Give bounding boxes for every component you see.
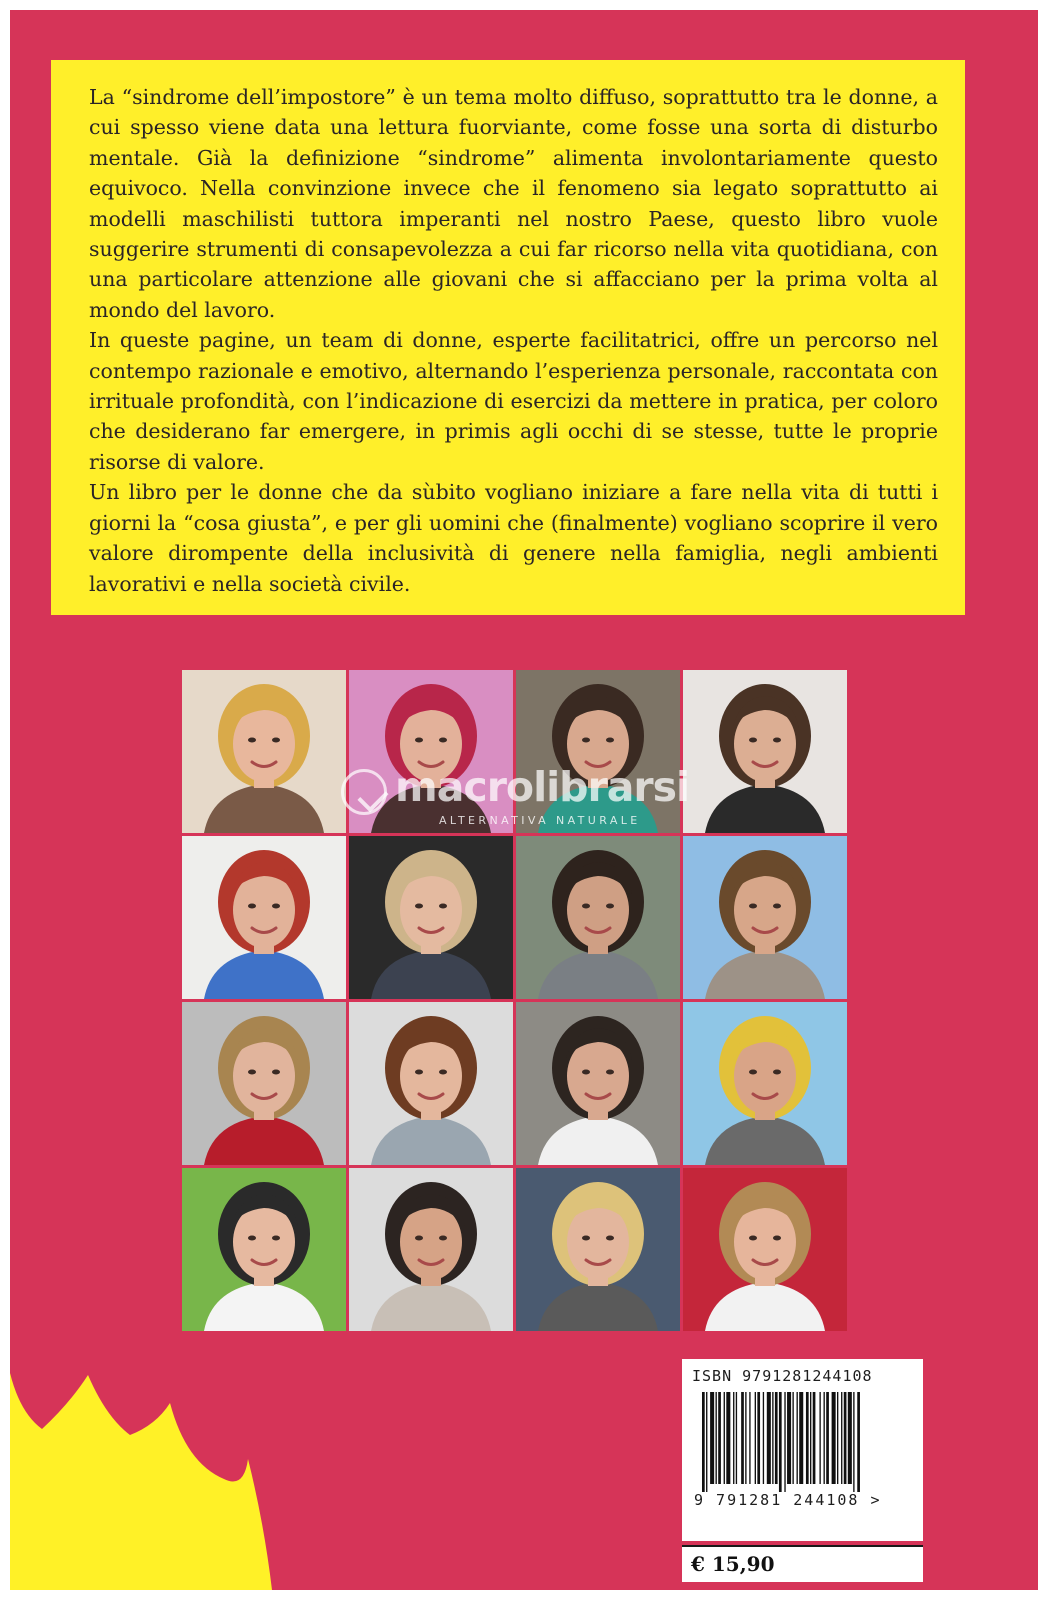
portrait-illustration <box>516 1002 680 1165</box>
author-photo <box>516 670 680 833</box>
barcode-bar <box>813 1392 816 1484</box>
portrait-illustration <box>349 1002 513 1165</box>
author-photo <box>683 836 847 999</box>
portrait-eye <box>606 904 614 909</box>
barcode-bar <box>763 1392 764 1484</box>
barcode-bar <box>757 1392 760 1484</box>
portrait-eye <box>272 904 280 909</box>
barcode-bar <box>853 1392 854 1492</box>
author-photo <box>516 1168 680 1331</box>
portrait-face <box>567 1204 629 1280</box>
portrait-eye <box>439 1236 447 1241</box>
barcode-bar <box>832 1392 836 1484</box>
barcode-bar <box>702 1392 705 1492</box>
barcode-bar <box>718 1392 721 1484</box>
barcode-bar <box>844 1392 847 1484</box>
portrait-illustration <box>349 670 513 833</box>
barcode-bar <box>736 1392 737 1484</box>
portrait-face <box>734 1204 796 1280</box>
blurb-box <box>51 60 965 615</box>
portrait-face <box>400 872 462 948</box>
portrait-illustration <box>516 1168 680 1331</box>
portrait-face <box>734 706 796 782</box>
author-photo <box>182 670 346 833</box>
price-tag <box>682 1545 923 1582</box>
barcode-bar <box>745 1392 746 1484</box>
author-photo-grid <box>182 670 851 1334</box>
barcode-bar <box>799 1392 803 1484</box>
portrait-illustration <box>683 836 847 999</box>
price-value: € 15,90 <box>691 1552 775 1576</box>
author-photo <box>349 836 513 999</box>
barcode-bar <box>733 1392 734 1484</box>
barcode-bar <box>779 1392 782 1492</box>
portrait-eye <box>439 738 447 743</box>
barcode-bar <box>749 1392 750 1484</box>
portrait-eye <box>606 1070 614 1075</box>
barcode-bar <box>848 1392 852 1484</box>
portrait-eye <box>582 904 590 909</box>
barcode-bar <box>797 1392 798 1484</box>
portrait-face <box>233 706 295 782</box>
portrait-eye <box>773 1236 781 1241</box>
portrait-eye <box>773 738 781 743</box>
author-photo <box>349 1002 513 1165</box>
barcode-bar <box>767 1392 771 1484</box>
portrait-eye <box>415 1236 423 1241</box>
portrait-illustration <box>683 1168 847 1331</box>
portrait-eye <box>415 1070 423 1075</box>
portrait-eye <box>749 904 757 909</box>
author-photo <box>516 1002 680 1165</box>
portrait-illustration <box>182 1168 346 1331</box>
barcode-bar <box>775 1392 778 1484</box>
blurb-paragraph-3: Un libro per le donne che da sùbito vogliano iniziare a fare nella vita di tutti i giorni la “cosa giusta”, e per gli uomini che (finalmente) vogliano scoprire il vero valore dirompente della inclusività di genere nella famiglia, negli ambienti lavorativi e nella società civile. <box>89 480 938 596</box>
portrait-illustration <box>516 836 680 999</box>
barcode-panel <box>682 1359 923 1541</box>
barcode-bar <box>824 1392 825 1484</box>
barcode-bar <box>792 1392 793 1484</box>
author-photo <box>683 670 847 833</box>
barcode-bar <box>810 1392 811 1484</box>
portrait-face <box>567 1038 629 1114</box>
portrait-eye <box>248 1236 256 1241</box>
author-photo <box>182 1002 346 1165</box>
barcode-bar <box>819 1392 820 1484</box>
portrait-face <box>233 1038 295 1114</box>
barcode-bar <box>806 1392 809 1484</box>
portrait-illustration <box>182 836 346 999</box>
portrait-eye <box>749 1070 757 1075</box>
portrait-eye <box>439 904 447 909</box>
portrait-face <box>734 872 796 948</box>
portrait-illustration <box>516 670 680 833</box>
portrait-illustration <box>683 1002 847 1165</box>
barcode-bar <box>724 1392 725 1484</box>
portrait-eye <box>749 1236 757 1241</box>
isbn-label: ISBN 9791281244108 <box>692 1367 873 1385</box>
portrait-eye <box>415 738 423 743</box>
yellow-wave-shape <box>10 1373 272 1590</box>
portrait-eye <box>415 904 423 909</box>
portrait-eye <box>272 1236 280 1241</box>
portrait-eye <box>582 1070 590 1075</box>
portrait-face <box>734 1038 796 1114</box>
decorative-corner-shape <box>10 1373 272 1590</box>
barcode-icon <box>702 1392 908 1492</box>
barcode-bar <box>826 1392 829 1484</box>
author-photo <box>683 1002 847 1165</box>
portrait-eye <box>248 1070 256 1075</box>
barcode-digits: 9 791281 244108 > <box>694 1491 882 1509</box>
portrait-eye <box>272 1070 280 1075</box>
barcode-bar <box>857 1392 860 1492</box>
barcode-bar <box>741 1392 744 1484</box>
portrait-illustration <box>349 1168 513 1331</box>
book-back-cover <box>10 10 1038 1590</box>
portrait-face <box>400 1038 462 1114</box>
author-photo <box>349 1168 513 1331</box>
portrait-eye <box>582 738 590 743</box>
portrait-eye <box>272 738 280 743</box>
barcode-bar <box>710 1392 714 1484</box>
portrait-eye <box>582 1236 590 1241</box>
barcode-bar <box>706 1392 707 1492</box>
portrait-eye <box>439 1070 447 1075</box>
barcode-bar <box>837 1392 838 1484</box>
portrait-illustration <box>349 836 513 999</box>
portrait-face <box>567 872 629 948</box>
portrait-face <box>400 706 462 782</box>
portrait-eye <box>248 904 256 909</box>
portrait-face <box>233 872 295 948</box>
blurb-paragraph-2: In queste pagine, un team di donne, esperte facilitatrici, offre un percorso nel contempo razionale e emotivo, alternando l’esperienza personale, raccontata con irrituale profondità, con l’indicazione di esercizi da mettere in pratica, per coloro che desiderano far emergere, in primis agli occhi di se stesse, tutte le proprie risorse di valore. <box>89 328 938 474</box>
blurb-paragraph-1: La “sindrome dell’impostore” è un tema molto diffuso, soprattutto tra le donne, a cui spesso viene data una lettura fuorviante, come fosse una sorta di disturbo mentale. Già la definizione “sindrome” alimenta involontariamente questo equivoco. Nella convinzione invece che il fenomeno sia legato soprattutto ai modelli maschilisti tuttora imperanti nel nostro Paese, questo libro vuole suggerire strumenti di consapevolezza a cui far ricorso nella vita quotidiana, con una particolare attenzione alle giovani che si affacciano per la prima volta al mondo del lavoro. <box>89 85 938 322</box>
barcode-bar <box>716 1392 717 1484</box>
portrait-face <box>567 706 629 782</box>
watermark-brand: macrolibrarsi <box>395 763 690 811</box>
author-photo <box>182 836 346 999</box>
portrait-face <box>233 1204 295 1280</box>
barcode-bar <box>841 1392 842 1484</box>
author-photo <box>683 1168 847 1331</box>
barcode-bar <box>784 1392 785 1492</box>
barcode-bar <box>772 1392 773 1484</box>
barcode-bar <box>787 1392 791 1484</box>
portrait-eye <box>248 738 256 743</box>
portrait-eye <box>773 904 781 909</box>
portrait-illustration <box>182 1002 346 1165</box>
portrait-eye <box>606 738 614 743</box>
portrait-eye <box>773 1070 781 1075</box>
barcode-bar <box>726 1392 730 1484</box>
author-photo <box>182 1168 346 1331</box>
portrait-face <box>400 1204 462 1280</box>
watermark-tagline: ALTERNATIVA NATURALE <box>439 814 641 827</box>
portrait-illustration <box>182 670 346 833</box>
portrait-eye <box>749 738 757 743</box>
author-photo <box>516 836 680 999</box>
author-photo <box>349 670 513 833</box>
portrait-illustration <box>683 670 847 833</box>
portrait-eye <box>606 1236 614 1241</box>
barcode-bar <box>755 1392 756 1484</box>
